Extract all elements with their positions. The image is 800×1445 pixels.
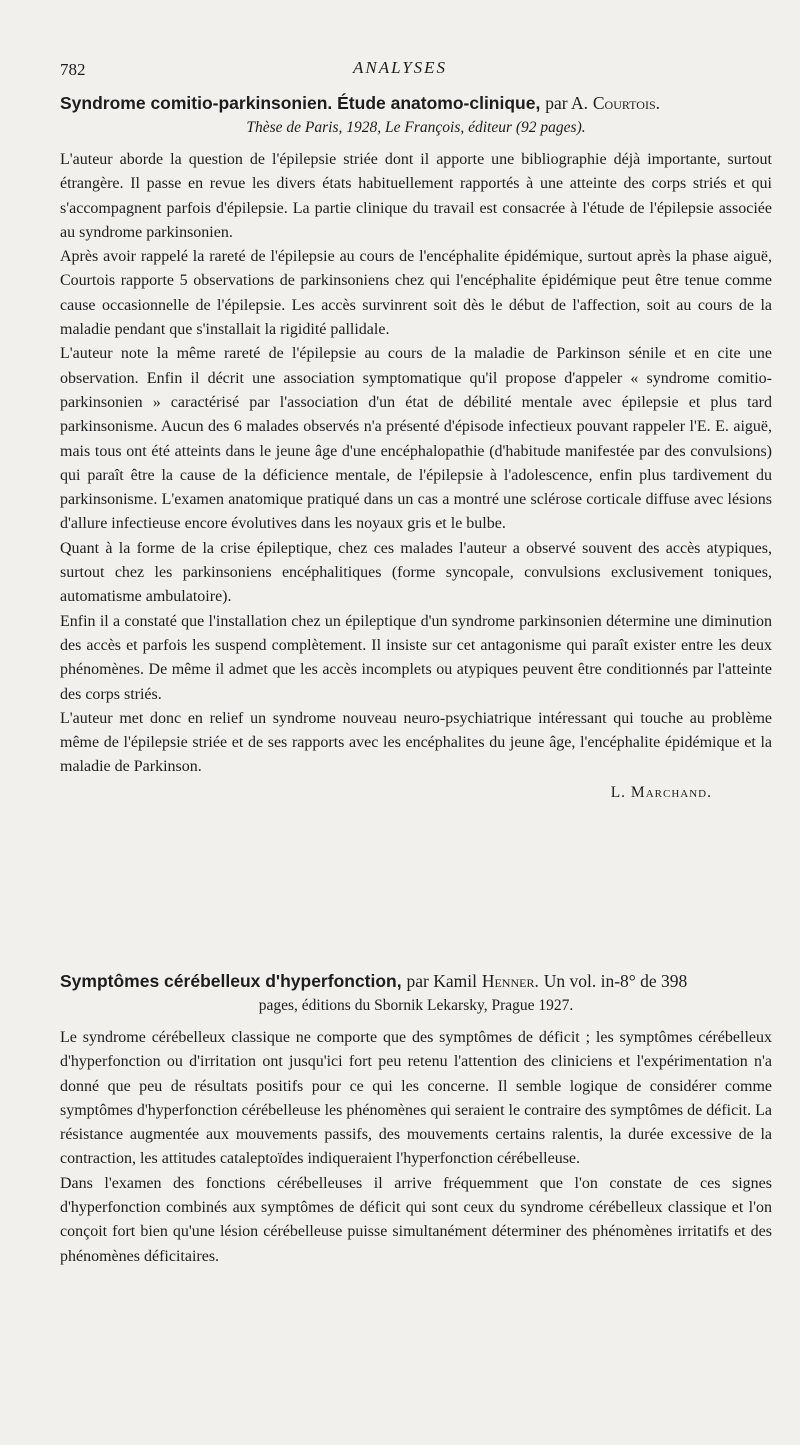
article-courtois [60,92,772,802]
article-henner [60,970,772,1269]
paragraph: Le syndrome cérébelleux classique ne comporte que des symptômes de déficit ; les symptômes cérébelleux d'hyperfonction ou d'irritation ont jusqu'ici fort peu retenu l'attention des cliniciens et l'expérimentation n'a donné que peu de résultats positifs pour ce qui les concerne. Il semble logique de considérer comme symptômes d'hyperfonction cérébelleuse les phénomènes qui seraient le contraire des symptômes de déficit. La résistance augmentée aux mouvements passifs, des mouvements certains ralentis, la durée excessive de la contraction, les attitudes cataleptoïdes indiqueraient l'hyperfonction cérébelleuse. [60,1029,772,1168]
paragraph: Dans l'examen des fonctions cérébelleuses il arrive fréquemment que l'on constate de ces signes d'hyperfonction combinés aux symptômes de déficit qui sont ceux du syndrome cérébelleux classique et l'on conçoit fort bien qu'une lésion cérébelleuse puisse simultanément déterminer des phénomènes irritatifs et des phénomènes déficitaires. [60,1174,772,1265]
page-number: 782 [60,60,86,79]
article-title-text: Symptômes cérébelleux d'hyperfonction, [60,971,402,991]
article-publication: pages, éditions du Sbornik Lekarsky, Prague 1927. [258,997,574,1014]
paragraph: Enfin il a constaté que l'installation chez un épileptique d'un syndrome parkinsonien détermine une diminution des accès et parfois les suspend complètement. Il insiste sur cet antagonisme qui paraît exister entre les deux phénomènes. De même il admet que les accès incomplets ou atypiques peuvent être conditionnés par l'atteinte des corps striés. [60,612,772,703]
article-by: par A. [545,93,588,113]
article-publication [60,118,772,138]
publication-text: Thèse de Paris, 1928, Le François, éditeur (92 pages). [246,119,586,136]
article-title-tail: Un vol. in-8° de 398 [543,971,688,991]
article-author: Henner. [481,971,539,991]
article-title [60,970,772,992]
article-by: par Kamil [406,971,477,991]
signature: L. Marchand. [610,783,712,801]
paragraph: L'auteur aborde la question de l'épilepsie striée dont il apporte une bibliographie déjà importante, surtout étrangère. Il passe en revue les divers états habituellement rapportés à une atteinte des corps striés et qui s'accompagnent parfois d'épilepsie. La partie clinique du travail est consacrée à l'étude de l'épilepsie associée au syndrome parkinsonien. [60,151,772,241]
paragraph: L'auteur met donc en relief un syndrome nouveau neuro-psychiatrique intéressant qui touche au problème même de l'épilepsie striée et de ses rapports avec les encéphalites du jeune âge, l'encéphalite épidémique et la maladie de Parkinson. [60,709,772,776]
paragraph: Après avoir rappelé la rareté de l'épilepsie au cours de l'encéphalite épidémique, surtout après la phase aiguë, Courtois rapporte 5 observations de parkinsoniens chez qui l'encéphalite épidémique peut être tenue comme cause occasionnelle de l'épilepsie. Les accès survinrent soit dès le début de l'affection, soit au cours de la maladie pendant que s'installait la rigidité pallidale. [60,248,772,339]
article-author: Courtois. [592,93,660,113]
article-title [60,92,772,114]
paragraph: Quant à la forme de la crise épileptique, chez ces malades l'auteur a observé souvent des accès atypiques, surtout chez les parkinsoniens encéphalitiques (forme syncopale, convulsions exclusivement toniques, automatisme ambulatoire). [60,539,772,606]
running-title: ANALYSES [352,58,448,77]
article-title-text: Syndrome comitio-parkinsonien. Étude anatomo-clinique, [60,93,541,113]
paragraph: L'auteur note la même rareté de l'épilepsie au cours de la maladie de Parkinson sénile et en cite une observation. Enfin il décrit une association symptomatique qu'il propose d'appeler « syndrome comitio-parkinsonien » caractérisé par l'association d'un état de débilité mentale avec épilepsie et plus tard parkinsonisme. Aucun des 6 malades observés n'a présenté d'épisode infectieux pouvant rappeler l'E. E. aiguë, mais tous ont été atteints dans le jeune âge d'une encéphalopathie (d'habitude manifestée par des convulsions) qui paraît être la cause de la déficience mentale, de l'épilepsie à l'adolescence, enfin plus tardivement du parkinsonisme. L'examen anatomique pratiqué dans un cas a montré une sclérose corticale diffuse avec lésions d'allure infectieuse encore évolutives dans les noyaux gris et le bulbe. [60,345,772,533]
